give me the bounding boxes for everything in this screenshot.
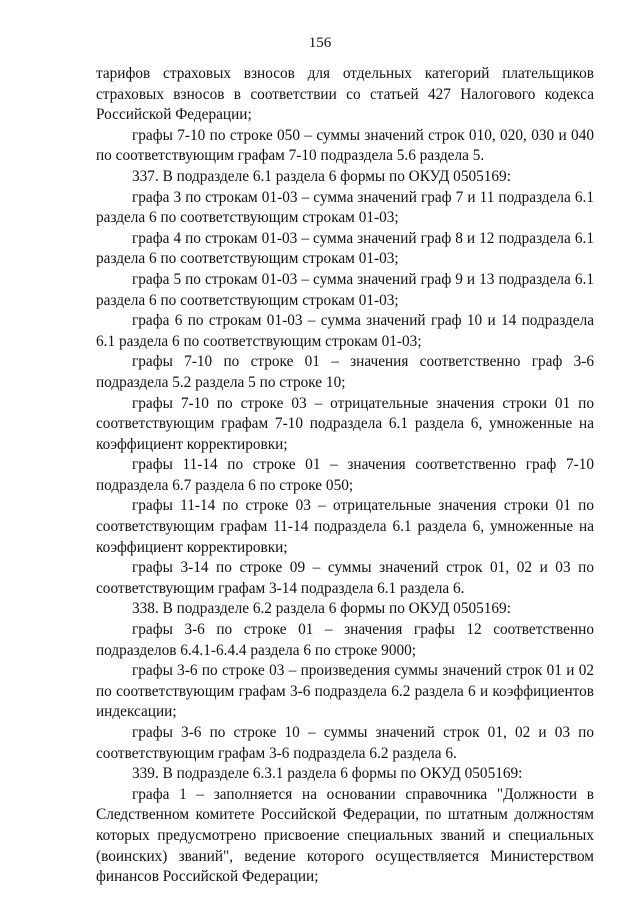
paragraph: графы 7-10 по строке 050 – суммы значений строк 010, 020, 030 и 040 по соответствующим графам 7-10 подраздела 5.6 раздела 5. [96,126,594,165]
paragraph: графы 3-14 по строке 09 – суммы значений строк 01, 02 и 03 по соответствующим графам 3-14 подраздела 6.1 раздела 6. [96,559,594,597]
paragraph: 337. В подразделе 6.1 раздела 6 формы по ОКУД 0505169: [132,167,511,185]
document-body [96,64,594,888]
paragraph: графа 4 по строкам 01-03 – сумма значений граф 8 и 12 подраздела 6.1 раздела 6 по соответствующим строкам 01-03; [96,229,594,268]
paragraph: графа 1 – заполняется на основании справочника "Должности в Следственном комитете Российской Федерации, по штатным должностям которых предусмотрено присвоение специальных званий и специальных (воинских) званий", ведение которого осуществляется Министерством финансов Российской Федерации; [96,785,594,886]
paragraph: 339. В подразделе 6.3.1 раздела 6 формы по ОКУД 0505169: [132,765,523,783]
paragraph: графа 5 по строкам 01-03 – сумма значений граф 9 и 13 подраздела 6.1 раздела 6 по соответствующим строкам 01-03; [96,270,594,309]
paragraph: графы 11-14 по строке 01 – значения соответственно граф 7-10 подраздела 6.7 раздела 6 по строке 050; [96,456,594,494]
paragraph: графа 3 по строкам 01-03 – сумма значений граф 7 и 11 подраздела 6.1 раздела 6 по соответствующим строкам 01-03; [96,188,594,227]
paragraph: графы 3-6 по строке 03 – произведения суммы значений строк 01 и 02 по соответствующим графам 3-6 подраздела 6.2 раздела 6 и коэффициентов индексации; [96,662,594,721]
paragraph: графы 3-6 по строке 01 – значения графы 12 соответственно подразделов 6.4.1-6.4.4 раздела 6 по строке 9000; [96,621,594,659]
paragraph: графы 11-14 по строке 03 – отрицательные значения строки 01 по соответствующим графам 11-14 подраздела 6.1 раздела 6, умноженные на коэффициент корректировки; [96,497,594,556]
paragraph: 338. В подразделе 6.2 раздела 6 формы по ОКУД 0505169: [132,600,511,618]
paragraph: тарифов страховых взносов для отдельных категорий плательщиков страховых взносов в соответствии со статьей 427 Налогового кодекса Российской Федерации; [96,65,594,124]
paragraph: графы 3-6 по строке 10 – суммы значений строк 01, 02 и 03 по соответствующим графам 3-6 подраздела 6.2 раздела 6. [96,724,594,762]
paragraph: графы 7-10 по строке 03 – отрицательные значения строки 01 по соответствующим графам 7-10 подраздела 6.1 раздела 6, умноженные на коэффициент корректировки; [96,394,594,453]
paragraph: графа 6 по строкам 01-03 – сумма значений граф 10 и 14 подраздела 6.1 раздела 6 по соответствующим строкам 01-03; [96,312,594,350]
page-number: 156 [308,35,332,51]
paragraph: графы 7-10 по строке 01 – значения соответственно граф 3-6 подраздела 5.2 раздела 5 по строке 10; [96,353,594,391]
